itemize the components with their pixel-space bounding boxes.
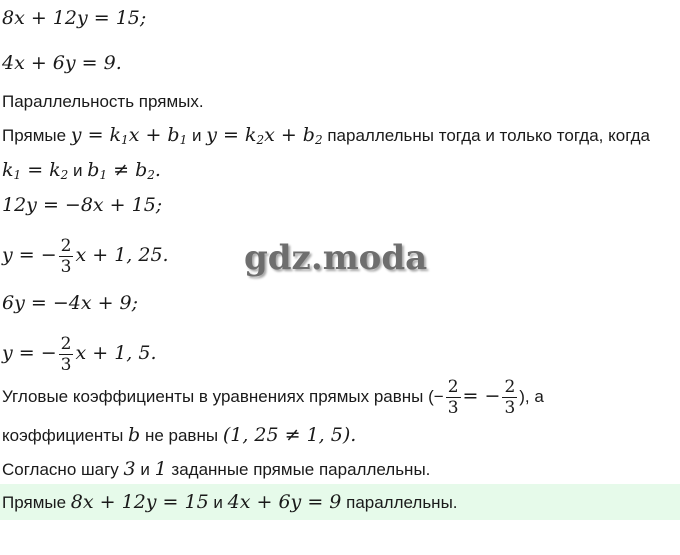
slopes-statement: Угловые коэффициенты в уравнениях прямых равны (− $\frac{2}{3}$ = − $\frac{2}{3}$ ), а (2, 377, 544, 419)
equation-1: 8x + 12y = 15; (2, 7, 147, 29)
equation-6: y = − $\frac{2}{3}$ x + 1, 5. (2, 334, 157, 376)
equation-2: 4x + 6y = 9. (2, 52, 122, 74)
final-answer: Прямые 8x + 12y = 15 и 4x + 6y = 9 параллельны. (2, 491, 458, 513)
site-watermark: gdz.moda (244, 238, 428, 278)
parallel-rule: Прямые $y = k_1x + b_1$ и $y = k_2x + b_2$ параллельны тогда и только тогда, когда (2, 124, 651, 147)
equation-4: y = − $\frac{2}{3}$ x + 1, 25. (2, 236, 169, 278)
parallel-condition: $k_1 = k_2$ и $b_1 \ne b_2$. (2, 159, 161, 182)
equation-3: 12y = −8x + 15; (2, 194, 163, 216)
section-heading: Параллельность прямых. (2, 92, 204, 111)
coefficients-statement: коэффициенты b не равны (1, 25 ≠ 1, 5). (2, 424, 357, 446)
step-statement: Согласно шагу 3 и 1 заданные прямые параллельны. (2, 458, 431, 480)
equation-5: 6y = −4x + 9; (2, 292, 139, 314)
